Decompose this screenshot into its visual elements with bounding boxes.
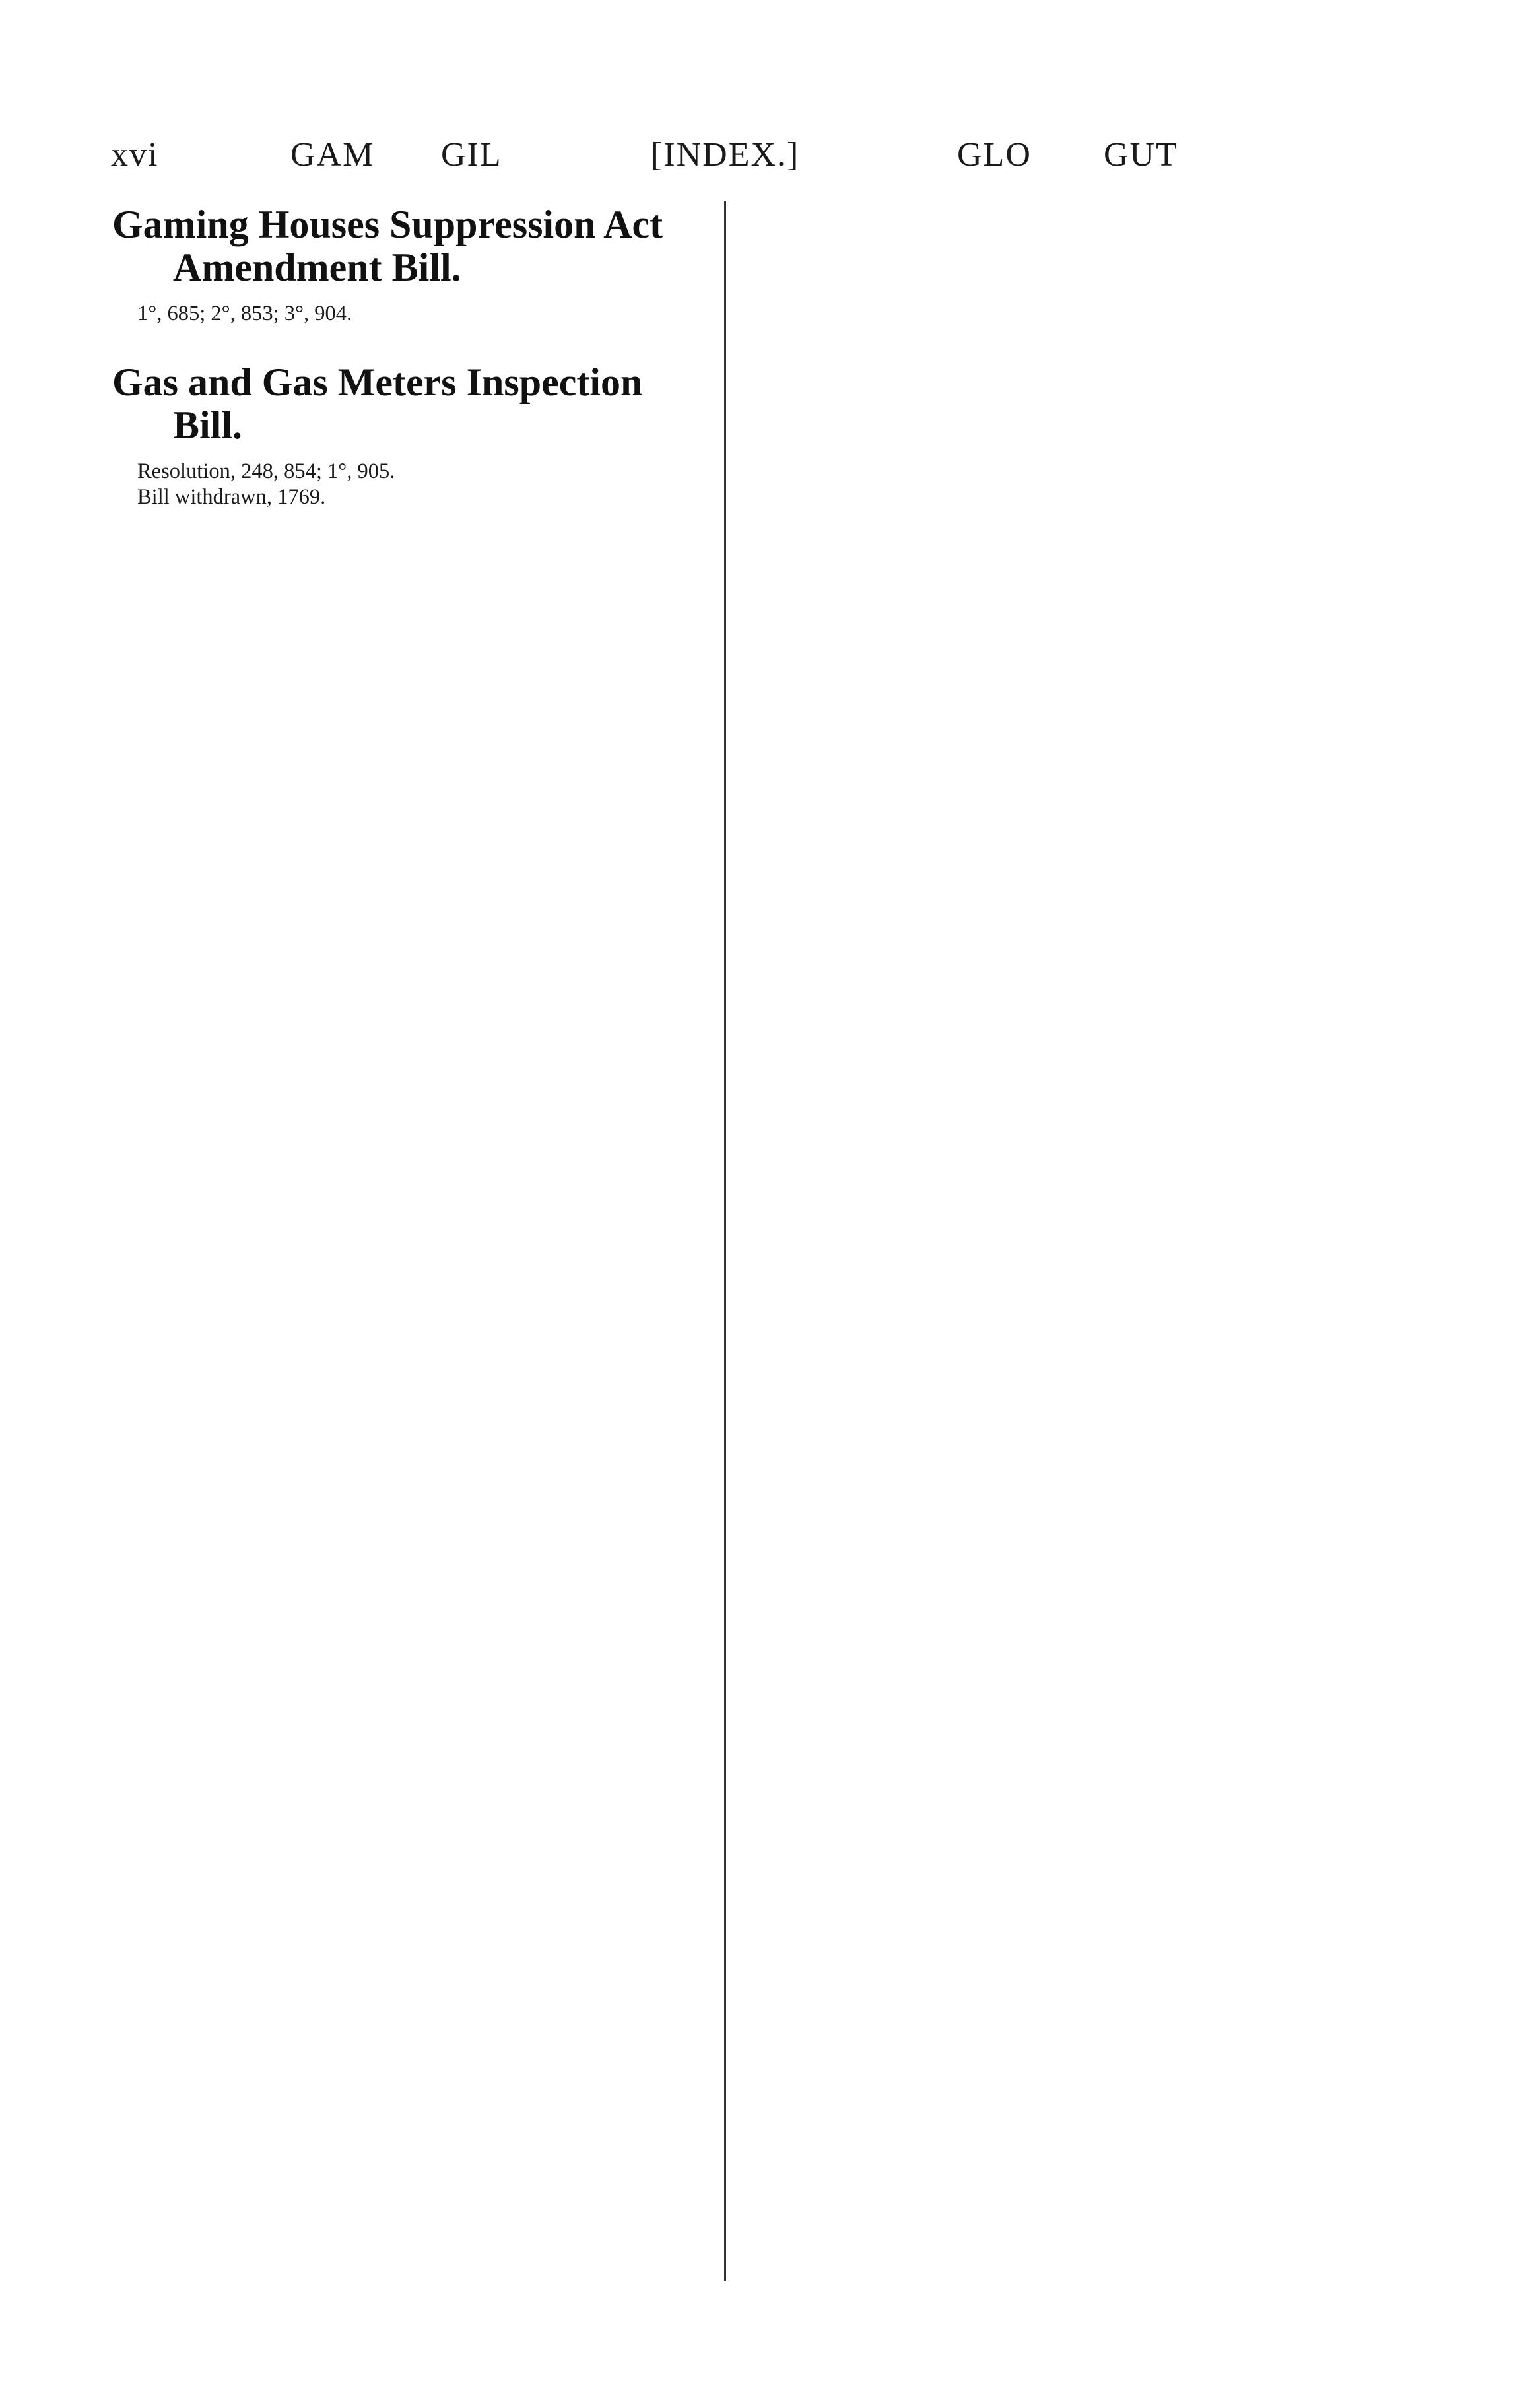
column-divider [724,201,726,2281]
entry-heading [112,203,710,289]
right-column-last-key: GUT [1104,136,1178,174]
left-column-first-key: GAM [290,136,375,174]
entry-heading-text: Gas and Gas Meters Inspection Bill. [112,360,643,448]
index-entry [112,203,710,327]
reference-line: Resolution, 248, 854; 1°, 905. [137,459,395,483]
reference-line: 1°, 685; 2°, 853; 3°, 904. [137,301,352,325]
page-number: xvi [111,136,159,174]
entry-heading-text: Gaming Houses Suppression Act Amendment Bill. [112,203,663,289]
right-column-first-key: GLO [957,136,1032,174]
entry-references [112,301,710,327]
running-header [111,135,1332,175]
reference-line: Bill withdrawn, 1769. [137,485,326,510]
left-column-last-key: GIL [441,136,502,174]
index-entry [112,361,710,511]
entry-references [112,459,710,511]
entry-heading [112,361,710,447]
left-column [112,203,710,511]
section-title: [INDEX.] [651,136,800,174]
